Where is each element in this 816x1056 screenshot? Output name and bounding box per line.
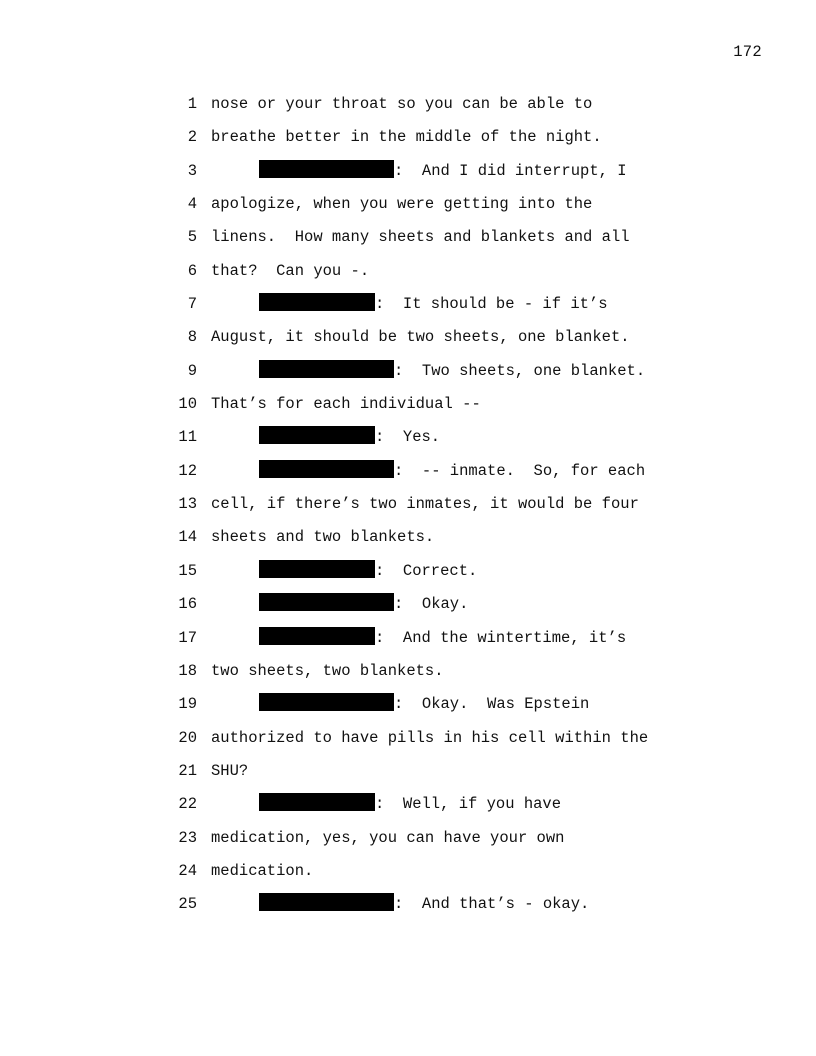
redaction-box	[259, 426, 375, 444]
line-text: : -- inmate. So, for each	[394, 461, 646, 480]
transcript-line	[0, 792, 816, 825]
line-text: nose or your throat so you can be able to	[211, 95, 593, 113]
transcript-line	[0, 459, 816, 492]
transcript-line	[0, 225, 816, 258]
line-number: 10	[178, 395, 197, 414]
line-number: 7	[187, 295, 197, 314]
transcript-line	[0, 425, 816, 458]
redaction-box	[259, 293, 375, 311]
transcript-line	[0, 292, 816, 325]
line-number: 17	[178, 628, 197, 647]
line-number: 25	[178, 895, 197, 914]
transcript-line	[0, 692, 816, 725]
line-number: 16	[178, 595, 197, 614]
line-number: 6	[187, 261, 197, 280]
line-text: : And the wintertime, it’s	[375, 628, 627, 647]
line-number: 20	[178, 728, 197, 747]
line-text: : Yes.	[375, 428, 441, 447]
transcript-line	[0, 659, 816, 692]
line-text: : Correct.	[375, 561, 478, 580]
transcript-line	[0, 892, 816, 925]
line-text: August, it should be two sheets, one blanket.	[211, 328, 630, 347]
line-text: cell, if there’s two inmates, it would be four	[211, 495, 639, 514]
redaction-box	[259, 160, 394, 178]
line-text: sheets and two blankets.	[211, 528, 435, 547]
transcript-line	[0, 826, 816, 859]
line-number: 2	[187, 128, 197, 147]
line-number: 22	[178, 795, 197, 814]
line-text: SHU?	[211, 761, 249, 780]
line-number: 3	[187, 161, 197, 180]
transcript-line	[0, 125, 816, 158]
line-text: : Okay. Was Epstein	[394, 695, 590, 714]
redaction-box	[259, 360, 394, 378]
redaction-box	[259, 693, 394, 711]
transcript-line	[0, 492, 816, 525]
line-number: 14	[178, 528, 197, 547]
line-number: 11	[178, 428, 197, 447]
line-number: 24	[178, 861, 197, 880]
transcript-line	[0, 159, 816, 192]
transcript-body	[0, 92, 816, 926]
transcript-line	[0, 559, 816, 592]
transcript-line	[0, 192, 816, 225]
line-number: 18	[178, 661, 197, 680]
line-number: 9	[187, 361, 197, 380]
line-number: 19	[178, 695, 197, 714]
line-text: linens. How many sheets and blankets and all	[211, 228, 630, 247]
redaction-box	[259, 793, 375, 811]
transcript-line	[0, 759, 816, 792]
line-number: 1	[187, 95, 197, 113]
line-text: : Well, if you have	[375, 795, 562, 814]
transcript-line	[0, 592, 816, 625]
transcript-line	[0, 525, 816, 558]
transcript-line	[0, 726, 816, 759]
transcript-line	[0, 359, 816, 392]
line-number: 4	[187, 195, 197, 214]
line-text: : Okay.	[394, 595, 469, 614]
line-text: authorized to have pills in his cell within the	[211, 728, 649, 747]
line-text: two sheets, two blankets.	[211, 661, 444, 680]
line-text: : Two sheets, one blanket.	[394, 361, 646, 380]
line-number: 8	[187, 328, 197, 347]
line-number: 23	[178, 828, 197, 847]
page-number: 172	[733, 43, 762, 61]
transcript-line	[0, 392, 816, 425]
redaction-box	[259, 893, 394, 911]
line-number: 5	[187, 228, 197, 247]
redaction-box	[259, 560, 375, 578]
line-text: : And I did interrupt, I	[394, 161, 627, 180]
transcript-line	[0, 92, 816, 125]
transcript-line	[0, 626, 816, 659]
transcript-line	[0, 859, 816, 892]
redaction-box	[259, 593, 394, 611]
transcript-line	[0, 259, 816, 292]
transcript-line	[0, 325, 816, 358]
line-number: 12	[178, 461, 197, 480]
line-text: : It should be - if it’s	[375, 295, 608, 314]
line-text: that? Can you -.	[211, 261, 370, 280]
line-number: 15	[178, 561, 197, 580]
line-text: medication.	[211, 861, 314, 880]
redaction-box	[259, 460, 394, 478]
line-text: medication, yes, you can have your own	[211, 828, 565, 847]
line-text: : And that’s - okay.	[394, 895, 590, 914]
line-number: 21	[178, 761, 197, 780]
line-text: breathe better in the middle of the night.	[211, 128, 602, 147]
line-number: 13	[178, 495, 197, 514]
line-text: apologize, when you were getting into the	[211, 195, 593, 214]
redaction-box	[259, 627, 375, 645]
line-text: That’s for each individual --	[211, 395, 481, 414]
